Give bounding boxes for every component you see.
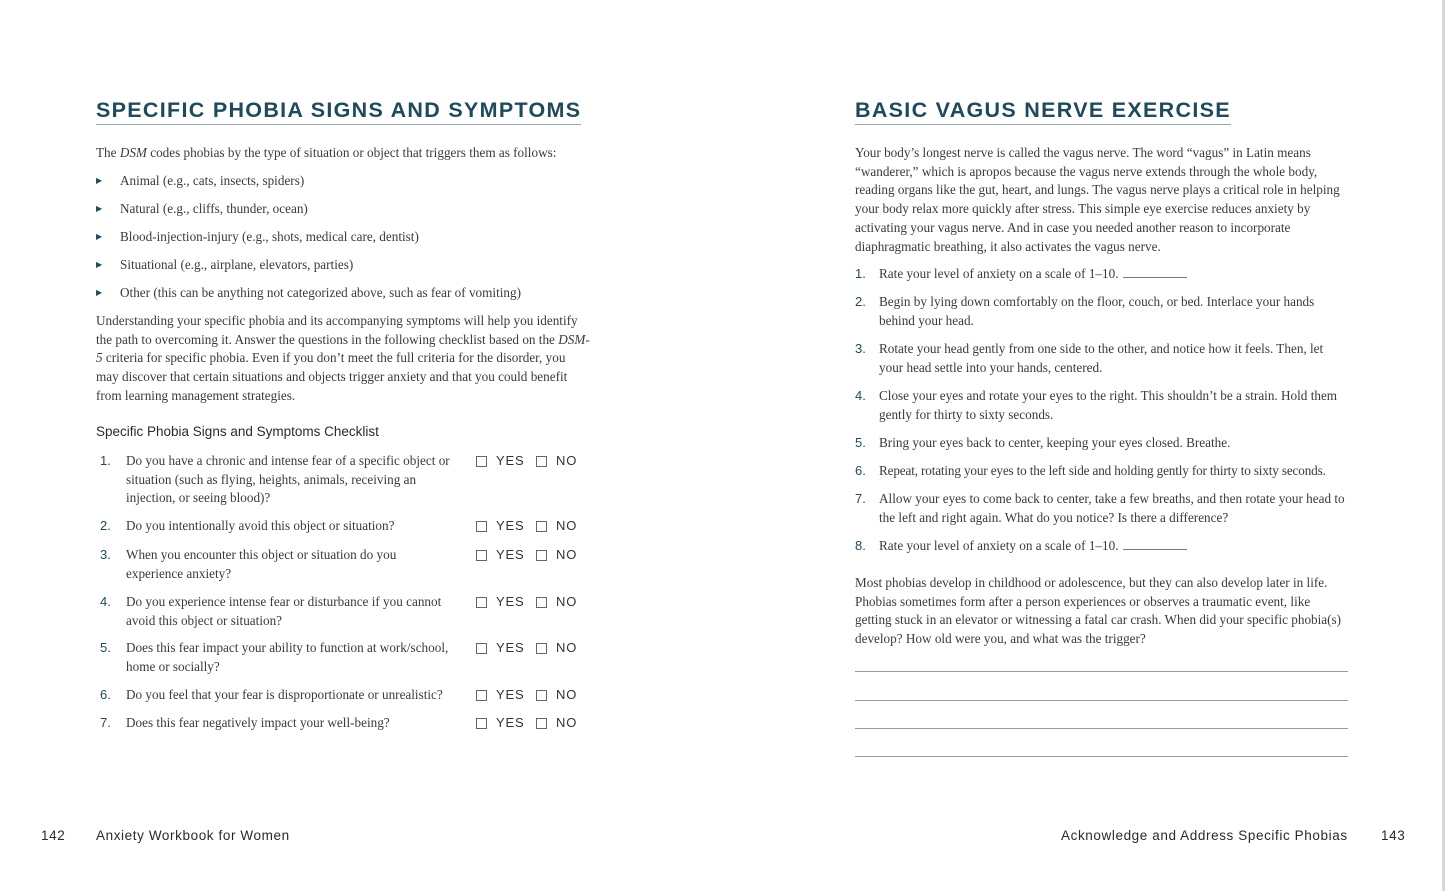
right-page-heading: BASIC VAGUS NERVE EXERCISE [855, 98, 1231, 125]
no-option[interactable]: NO [536, 517, 577, 535]
left-page-heading: SPECIFIC PHOBIA SIGNS AND SYMPTOMS [96, 98, 581, 125]
intro-paragraph: The DSM codes phobias by the type of situation or object that triggers them as follows: [96, 145, 557, 160]
no-option[interactable]: NO [536, 639, 577, 657]
checkbox-no[interactable] [536, 597, 547, 608]
list-item: ▶ Situational (e.g., airplane, elevators, parties) [96, 256, 521, 284]
yes-option[interactable]: YES [476, 686, 524, 704]
arrow-bullet-icon: ▶ [96, 176, 103, 185]
arrow-bullet-icon: ▶ [96, 260, 103, 269]
checkbox-yes[interactable] [476, 597, 487, 608]
page-number-right: 143 [1381, 828, 1406, 843]
checkbox-no[interactable] [536, 521, 547, 532]
running-title-right: Acknowledge and Address Specific Phobias [1061, 828, 1348, 843]
checkbox-yes[interactable] [476, 550, 487, 561]
answer-line[interactable] [855, 700, 1348, 701]
page-number-left: 142 [41, 828, 66, 843]
checkbox-no[interactable] [536, 643, 547, 654]
answer-line[interactable] [855, 756, 1348, 757]
checkbox-yes[interactable] [476, 690, 487, 701]
checkbox-yes[interactable] [476, 521, 487, 532]
list-item: ▶ Other (this can be anything not categorized above, such as fear of vomiting) [96, 284, 521, 312]
no-option[interactable]: NO [536, 686, 577, 704]
arrow-bullet-icon: ▶ [96, 204, 103, 213]
list-item: ▶ Natural (e.g., cliffs, thunder, ocean) [96, 200, 521, 228]
yes-option[interactable]: YES [476, 517, 524, 535]
checkbox-yes[interactable] [476, 456, 487, 467]
no-option[interactable]: NO [536, 452, 577, 470]
answer-line[interactable] [855, 671, 1348, 672]
yes-option[interactable]: YES [476, 593, 524, 611]
phobia-type-list [96, 172, 521, 312]
yes-option[interactable]: YES [476, 546, 524, 564]
checkbox-yes[interactable] [476, 718, 487, 729]
no-option[interactable]: NO [536, 593, 577, 611]
running-title-left: Anxiety Workbook for Women [96, 828, 290, 843]
checkbox-no[interactable] [536, 690, 547, 701]
checkbox-no[interactable] [536, 550, 547, 561]
yes-option[interactable]: YES [476, 714, 524, 732]
rating-blank[interactable] [1123, 539, 1187, 550]
yes-option[interactable]: YES [476, 639, 524, 657]
checklist-instructions: Understanding your specific phobia and its accompanying symptoms will help you identify the path to overcoming it. Answer the questions in the following checklist based on the DSM-5 criteria for specific phobia. Even if you don’t meet the full criteria for the disorder, you may discover that certain situations and objects trigger anxiety and that you could benefit from learning management strategies. [96, 313, 590, 403]
left-page: SPECIFIC PHOBIA SIGNS AND SYMPTOMS The DSM codes phobias by the type of situation or object that triggers them as follows: ▶ Animal (e.g., cats, insects, spiders) ▶ Natural (e.g., cliffs, thunder, ocean) ▶ Blood-injection-injury (e.g., shots, medical care, dentist) ▶ Situational (e.g., airplane, elevators, parties) ▶ Other (this can be anything not categorized above, such as fear of vomiting) Understanding your specific phobia and its accompanying symptoms will help you identify the path to overcoming it. Answer the questions in the following checklist based on the DSM-5 criteria for specific phobia. Even if you don’t meet the full criteria for the disorder, you may discover that certain situations and objects trigger anxiety and that you could benefit from learning management strategies. Specific Phobia Signs and Symptoms Checklist 1. Do you have a chronic and intense fear of a specific object or situation (such as flying, heights, animals, receiving an injection, or seeing blood)? YES NO 2. Do you intentionally avoid this object or situation? YES NO 3. When you encounter this object or situation do you experience anxiety? YES NO 4. Do you experience intense fear or disturbance if you cannot avoid this object or situation? YES NO 5. Does this fear impact your ability to function at work/school, home or socially? YES NO 6. Do you feel that your fear is disproportionate or unrealistic? YES NO 7. Does this fear negatively impact your well-being? YES NO 142 Anxiety Workbook for Women [0, 0, 722, 891]
answer-line[interactable] [855, 728, 1348, 729]
reflection-prompt: Most phobias develop in childhood or adolescence, but they can also develop later in life. Phobias sometimes form after a person experiences or observes a traumatic event, like getting stuck in an elevator or witnessing a fatal car crash. When did your specific phobia(s) develop? How old were you, and what was the trigger? [855, 575, 1342, 647]
list-item: ▶ Blood-injection-injury (e.g., shots, medical care, dentist) [96, 228, 521, 256]
checkbox-no[interactable] [536, 456, 547, 467]
no-option[interactable]: NO [536, 546, 577, 564]
arrow-bullet-icon: ▶ [96, 232, 103, 241]
checkbox-no[interactable] [536, 718, 547, 729]
list-item: ▶ Animal (e.g., cats, insects, spiders) [96, 172, 521, 200]
no-option[interactable]: NO [536, 714, 577, 732]
vagus-intro-paragraph: Your body’s longest nerve is called the vagus nerve. The word “vagus” in Latin means “wanderer,” which is apropos because the vagus nerve extends through the whole body, reading organs like the gut, heart, and lungs. The vagus nerve plays a critical role in helping your body relax more quickly after stress. This simple eye exercise reduces anxiety by activating your vagus nerve. And in case you needed another reason to incorporate diaphragmatic breathing, it also activates the vagus nerve. [855, 145, 1340, 254]
checklist-title: Specific Phobia Signs and Symptoms Checklist [96, 424, 379, 439]
arrow-bullet-icon: ▶ [96, 288, 103, 297]
rating-blank[interactable] [1123, 267, 1187, 278]
checkbox-yes[interactable] [476, 643, 487, 654]
yes-option[interactable]: YES [476, 452, 524, 470]
